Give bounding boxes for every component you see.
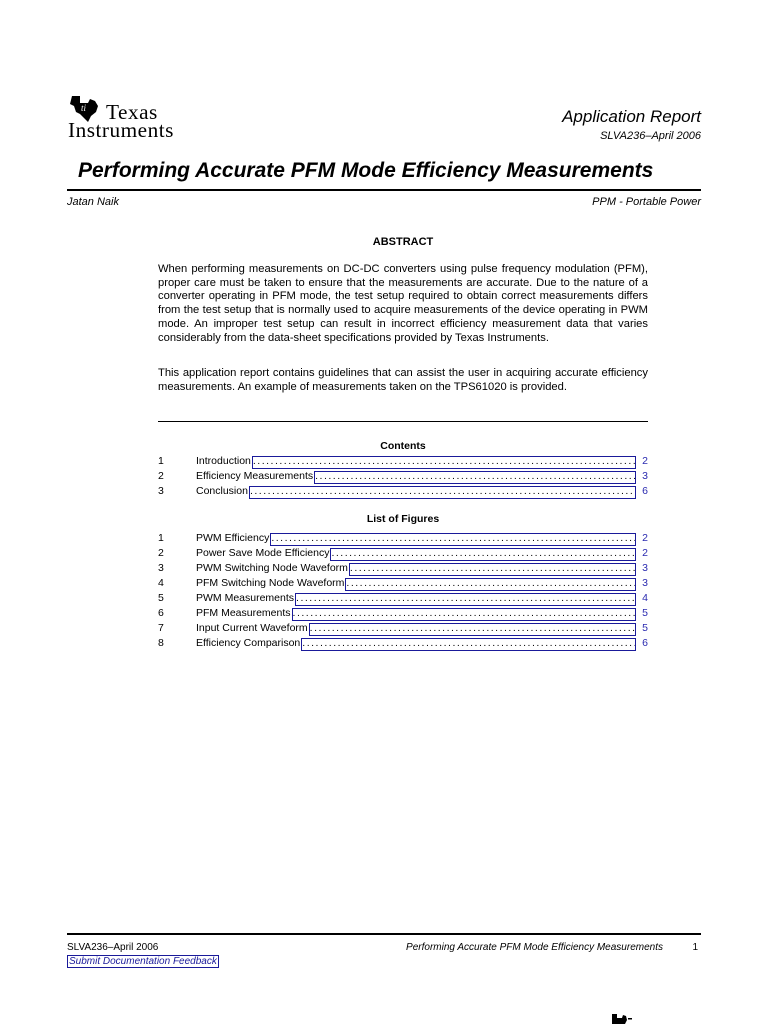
figure-row[interactable] (158, 591, 648, 605)
toc-leader[interactable] (252, 456, 636, 469)
figure-label: Power Save Mode Efficiency (196, 547, 330, 559)
figure-number: 1 (158, 532, 164, 544)
toc-label: Introduction (196, 455, 251, 467)
abstract-divider (158, 421, 648, 422)
figure-page-link[interactable]: 5 (642, 607, 648, 619)
toc-page-link[interactable]: 3 (642, 470, 648, 482)
figure-row[interactable] (158, 576, 648, 590)
toc-label: Efficiency Measurements (196, 470, 314, 482)
figure-page-link[interactable]: 3 (642, 562, 648, 574)
figure-label: PFM Switching Node Waveform (196, 577, 345, 589)
toc-row[interactable] (158, 484, 648, 498)
figure-leader[interactable] (301, 638, 636, 651)
figure-leader[interactable] (270, 533, 636, 546)
toc-page-link[interactable]: 6 (642, 485, 648, 497)
figure-number: 5 (158, 592, 164, 604)
figures-heading: List of Figures (366, 513, 440, 525)
author: Jatan Naik (67, 196, 119, 208)
category: PPM - Portable Power (592, 196, 701, 208)
report-type: Application Report (562, 107, 701, 126)
contents-heading: Contents (380, 440, 426, 452)
figure-leader[interactable] (349, 563, 636, 576)
toc-number: 1 (158, 455, 164, 467)
toc-leader[interactable] (314, 471, 636, 484)
figure-number: 3 (158, 562, 164, 574)
footer-doc-title: Performing Accurate PFM Mode Efficiency Measurements (406, 942, 663, 953)
figure-leader[interactable] (292, 608, 637, 621)
logo-text-texas: Texas (106, 100, 158, 124)
figure-leader[interactable] (309, 623, 637, 636)
svg-text:ti: ti (81, 103, 87, 113)
figure-page-link[interactable]: 5 (642, 622, 648, 634)
footer-divider (67, 933, 701, 935)
footer-doc-id: SLVA236–April 2006 (67, 942, 159, 953)
figure-label: Efficiency Comparison (196, 637, 301, 649)
figure-number: 6 (158, 607, 164, 619)
figure-label: Input Current Waveform (196, 622, 308, 634)
figure-label: PWM Switching Node Waveform (196, 562, 348, 574)
figure-row[interactable] (158, 546, 648, 560)
figure-label: PWM Efficiency (196, 532, 270, 544)
ti-logo-small-icon (610, 1012, 632, 1030)
figure-leader[interactable] (330, 548, 636, 561)
toc-page-link[interactable]: 2 (642, 455, 648, 467)
figure-label: PWM Measurements (196, 592, 295, 604)
toc-label: Conclusion (196, 485, 248, 497)
figure-row[interactable] (158, 531, 648, 545)
title-divider (67, 189, 701, 191)
toc-leader[interactable] (249, 486, 636, 499)
toc-row[interactable] (158, 454, 648, 468)
figure-number: 7 (158, 622, 164, 634)
figure-row[interactable] (158, 621, 648, 635)
abstract-heading: ABSTRACT (372, 236, 434, 248)
abstract-paragraph-1: When performing measurements on DC-DC converters using pulse frequency modulation (PFM), proper care must be taken to ensure that the measurements are accurate. Due to the nature of a converter operating in PFM mode, the test setup required to obtain correct measurements differs from the test setup that is normally used to acquire measurements of the device operating in PWM mode. An improper test setup can result in incorrect efficiency measurement data that varies considerably from the data-sheet specifications provided by Texas Instruments. (158, 263, 648, 344)
figure-page-link[interactable]: 2 (642, 547, 648, 559)
report-id: SLVA236–April 2006 (600, 130, 701, 142)
figure-page-link[interactable]: 2 (642, 532, 648, 544)
document-title: Performing Accurate PFM Mode Efficiency Measurements (78, 159, 654, 182)
figure-leader[interactable] (295, 593, 636, 606)
figure-number: 2 (158, 547, 164, 559)
figure-label: PFM Measurements (196, 607, 291, 619)
figure-page-link[interactable]: 6 (642, 637, 648, 649)
abstract-paragraph-2: This application report contains guidelines that can assist the user in acquiring accurate efficiency measurements. An example of measurements taken on the TPS61020 is provided. (158, 367, 648, 393)
logo-text-instruments: Instruments (68, 118, 174, 142)
figure-row[interactable] (158, 636, 648, 650)
figure-page-link[interactable]: 3 (642, 577, 648, 589)
figure-leader[interactable] (345, 578, 636, 591)
ti-logo (68, 94, 208, 142)
toc-number: 2 (158, 470, 164, 482)
toc-row[interactable] (158, 469, 648, 483)
figure-number: 4 (158, 577, 164, 589)
figure-number: 8 (158, 637, 164, 649)
footer-page-number: 1 (692, 942, 698, 953)
submit-feedback-link[interactable]: Submit Documentation Feedback (69, 956, 217, 967)
figure-page-link[interactable]: 4 (642, 592, 648, 604)
figure-row[interactable] (158, 606, 648, 620)
figure-row[interactable] (158, 561, 648, 575)
toc-number: 3 (158, 485, 164, 497)
